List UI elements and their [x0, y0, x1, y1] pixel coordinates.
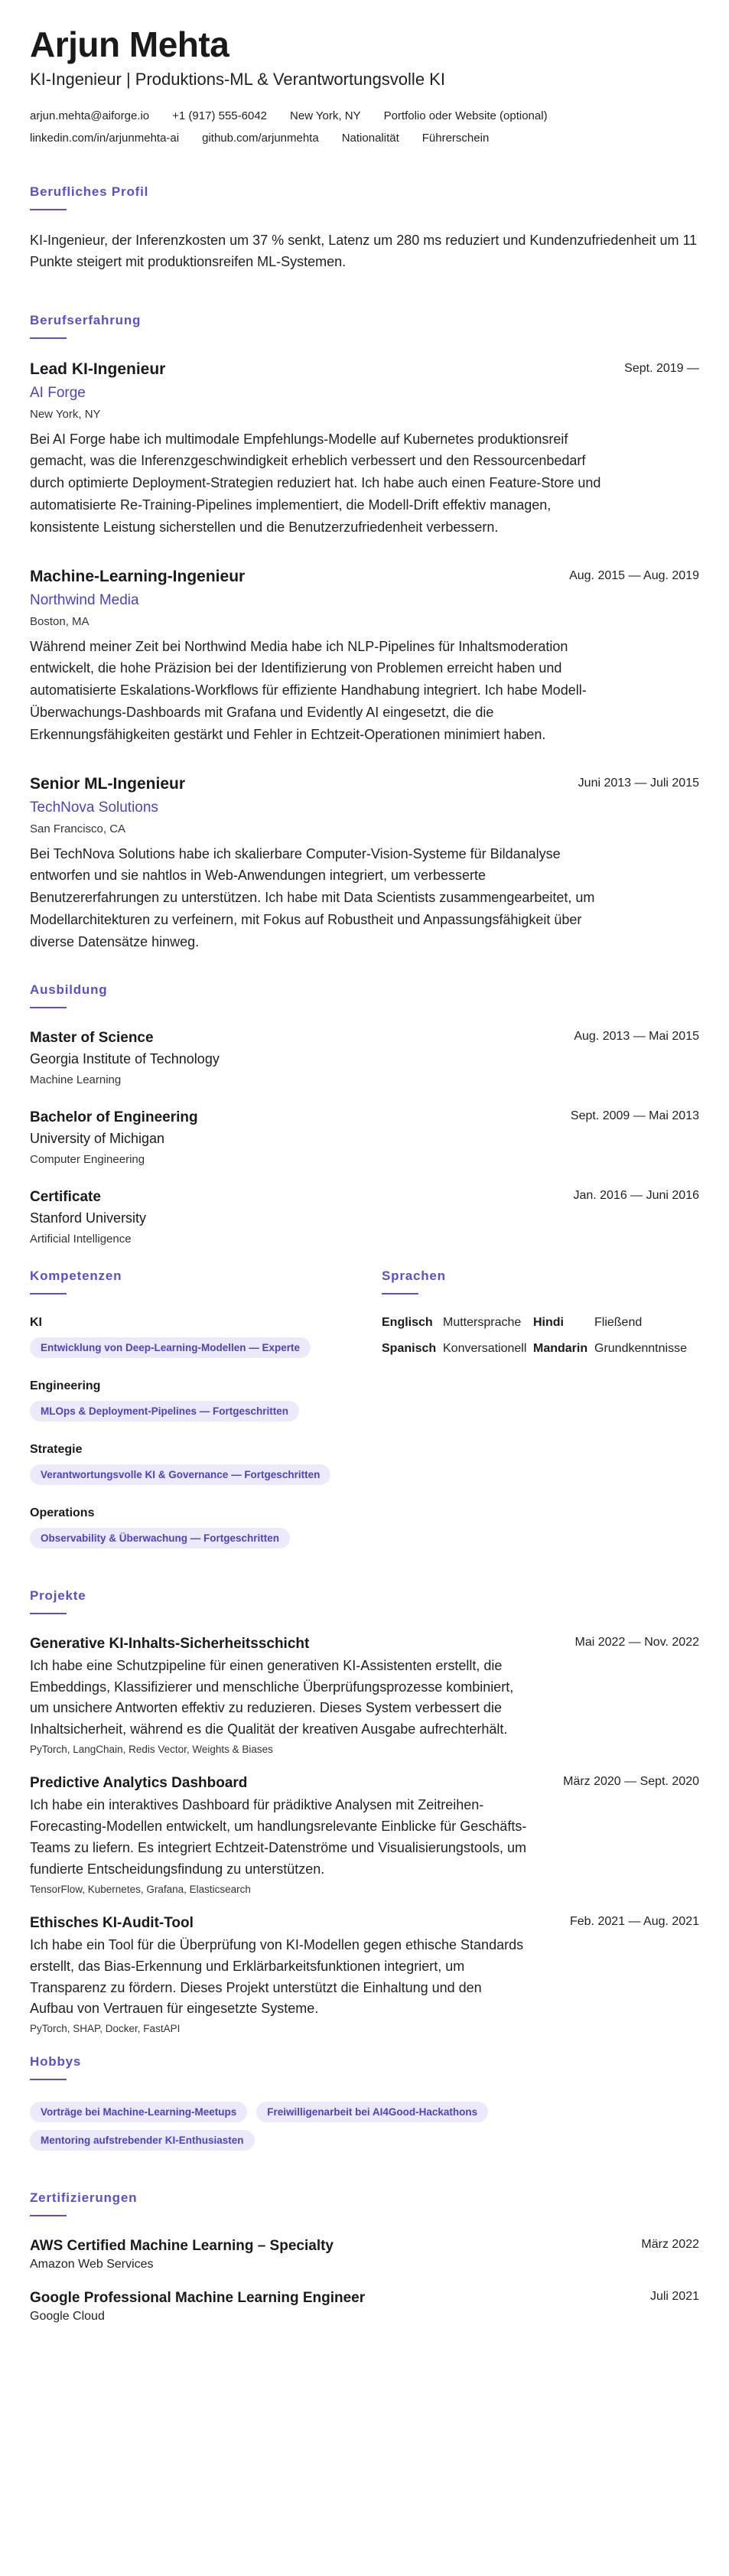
- skill-category-name: Operations: [30, 1506, 95, 1519]
- section-divider: [30, 2215, 67, 2216]
- skill-pill: Entwicklung von Deep-Learning-Modellen — Experte: [30, 1337, 311, 1358]
- contact-email[interactable]: arjun.mehta@aiforge.io: [30, 109, 150, 122]
- edu-field: Computer Engineering: [30, 1152, 145, 1166]
- project-description: Ich habe eine Schutzpipeline für einen generativen KI-Assistenten erstellt, die Embeddings, Klassifizierer und menschliche Überprüfungsprozesse kombiniert, um unsichere Antworten effektiv zu reduzieren. Dieses System verbessert die Inhaltsicherheit, während es die Qualität der kreativen Ausgabe aufrechterhält.: [30, 1657, 514, 1737]
- language-level: Muttersprache: [443, 1315, 522, 1329]
- edu-dates: Jan. 2016 — Juni 2016: [573, 1188, 699, 1202]
- section-title: Projekte: [30, 1588, 86, 1603]
- candidate-name: Arjun Mehta: [30, 24, 229, 64]
- edu-degree: Bachelor of Engineering: [30, 1109, 198, 1125]
- job-location: San Francisco, CA: [30, 822, 126, 835]
- job-dates: Juni 2013 — Juli 2015: [578, 776, 699, 790]
- edu-field: Artificial Intelligence: [30, 1232, 132, 1246]
- resume-header: [30, 24, 699, 145]
- project-entry: [30, 1775, 699, 1895]
- edu-school: Stanford University: [30, 1210, 147, 1226]
- job-company: Northwind Media: [30, 591, 139, 608]
- section-divider: [30, 1293, 67, 1295]
- skill-category: [30, 1443, 382, 1485]
- experience-section: [30, 313, 699, 953]
- project-tech: TensorFlow, Kubernetes, Grafana, Elasticsearch: [30, 1883, 251, 1895]
- job-entry: [30, 775, 699, 953]
- project-title: Ethisches KI-Audit-Tool: [30, 1914, 194, 1931]
- languages-list: [382, 1316, 699, 1356]
- cert-date: Juli 2021: [649, 2290, 699, 2304]
- skill-category-name: KI: [30, 1315, 42, 1329]
- contact-github[interactable]: github.com/arjunmehta: [202, 131, 319, 145]
- language-name: Spanisch: [382, 1341, 437, 1355]
- profile-summary: KI-Ingenieur, der Inferenzkosten um 37 % senkt, Latenz um 280 ms reduziert und Kundenzufriedenheit um 11 Punkte steigert mit produktionsreifen ML-Systemen.: [30, 232, 698, 269]
- hobby-list: [30, 2102, 565, 2151]
- job-dates: Sept. 2019 —: [624, 361, 699, 375]
- skill-category: [30, 1506, 382, 1549]
- job-list: [30, 360, 699, 953]
- contact-portfolio[interactable]: Portfolio oder Website (optional): [383, 109, 548, 122]
- project-description: Ich habe ein Tool für die Überprüfung von KI-Modellen gegen ethische Standards erstellt, das Bias-Erkennung und Erklärbarkeitsfunktionen integriert, um Transparenz zu fördern. Dieses Projekt unterstützt die Einhaltung und den Aufbau von Vertrauen für eingesetzte Systeme.: [30, 1936, 524, 2017]
- contact-list: [30, 109, 699, 145]
- edu-dates: Aug. 2013 — Mai 2015: [574, 1029, 699, 1043]
- skills-section: [30, 1268, 382, 1549]
- certification-entry: [30, 2238, 699, 2272]
- edu-school: University of Michigan: [30, 1130, 165, 1146]
- projects-section: [30, 1588, 699, 2035]
- project-entry: [30, 1636, 699, 1756]
- section-title: Berufliches Profil: [30, 184, 149, 199]
- education-list: [30, 1030, 699, 1246]
- edu-field: Machine Learning: [30, 1073, 122, 1086]
- edu-school: Georgia Institute of Technology: [30, 1050, 220, 1067]
- job-company: AI Forge: [30, 384, 86, 401]
- project-dates: März 2020 — Sept. 2020: [563, 1775, 699, 1789]
- languages-section: [382, 1268, 699, 1549]
- edu-dates: Sept. 2009 — Mai 2013: [570, 1109, 699, 1122]
- education-section: [30, 982, 699, 1246]
- skill-category-name: Engineering: [30, 1379, 101, 1392]
- project-list: [30, 1636, 699, 2035]
- project-description: Ich habe ein interaktives Dashboard für prädiktive Analysen mit Zeitreihen-Forecasting-Modellen entwickelt, um handlungsrelevante Einblicke für Geschäfts-Teams zu liefern. Es integriert Echtzeit-Datenströme und Visualisierungstools, um fundierte Entscheidungsfindung zu unterstützen.: [30, 1797, 527, 1877]
- skills-languages-row: [30, 1268, 699, 1549]
- hobby-pill: Mentoring aufstrebender KI-Enthusiasten: [30, 2130, 255, 2151]
- education-entry: [30, 1189, 699, 1246]
- candidate-headline: KI-Ingenieur | Produktions-ML & Verantwortungsvolle KI: [30, 69, 445, 89]
- contact-nationality: Nationalität: [341, 131, 399, 145]
- certification-list: [30, 2238, 699, 2324]
- job-title: Lead KI-Ingenieur: [30, 360, 166, 378]
- job-entry: [30, 568, 699, 746]
- cert-name: AWS Certified Machine Learning – Specialty: [30, 2238, 334, 2255]
- cert-name: Google Professional Machine Learning Engineer: [30, 2290, 366, 2307]
- language-level: Fließend: [594, 1315, 643, 1329]
- skill-pill: MLOps & Deployment-Pipelines — Fortgeschritten: [30, 1401, 299, 1422]
- project-tech: PyTorch, LangChain, Redis Vector, Weights & Biases: [30, 1744, 273, 1756]
- cert-issuer: Amazon Web Services: [30, 2258, 154, 2272]
- edu-degree: Certificate: [30, 1188, 101, 1205]
- skills-list: [30, 1316, 382, 1549]
- section-divider: [30, 2079, 67, 2080]
- cert-issuer: Google Cloud: [30, 2310, 105, 2324]
- job-location: New York, NY: [30, 407, 101, 421]
- job-location: Boston, MA: [30, 614, 89, 628]
- skill-category: [30, 1379, 382, 1422]
- section-title: Berufserfahrung: [30, 312, 142, 327]
- language-name: Englisch: [382, 1315, 433, 1329]
- job-description: Bei AI Forge habe ich multimodale Empfehlungs-Modelle auf Kubernetes produktionsreif gemacht, was die Inferenzgeschwindigkeit erheblich verbessert und den Ressourcenbedarf durch optimierte Deployment-Strategien reduziert hat. Ich habe auch einen Feature-Store und automatisierte Re-Training-Pipelines implementiert, die Modell-Drift effektiv managen, konsistente Leistung sicherstellen und die Benutzerzufriedenheit verbessern.: [30, 431, 601, 535]
- skill-pill: Observability & Überwachung — Fortgeschritten: [30, 1528, 290, 1549]
- skill-category: [30, 1316, 382, 1358]
- certifications-section: [30, 2190, 699, 2324]
- project-entry: [30, 1915, 699, 2035]
- language-name: Mandarin: [533, 1341, 588, 1355]
- language-name: Hindi: [533, 1315, 564, 1329]
- language-level: Konversationell: [443, 1341, 527, 1355]
- job-company: TechNova Solutions: [30, 799, 158, 816]
- section-title: Zertifizierungen: [30, 2190, 138, 2206]
- skill-pill: Verantwortungsvolle KI & Governance — Fortgeschritten: [30, 1464, 330, 1485]
- language-level: Grundkenntnisse: [594, 1341, 687, 1355]
- section-divider: [30, 209, 67, 210]
- job-title: Senior ML-Ingenieur: [30, 774, 186, 793]
- section-title: Hobbys: [30, 2054, 82, 2070]
- section-divider: [30, 337, 67, 339]
- project-dates: Mai 2022 — Nov. 2022: [574, 1635, 699, 1649]
- education-entry: [30, 1109, 699, 1166]
- contact-linkedin[interactable]: linkedin.com/in/arjunmehta-ai: [30, 131, 180, 145]
- section-title: Sprachen: [382, 1268, 446, 1283]
- job-description: Bei TechNova Solutions habe ich skalierbare Computer-Vision-Systeme für Bildanalyse entworfen und sie nahtlos in Web-Anwendungen integriert, um verbesserte Benutzererfahrungen zu unterstützen. Ich habe mit Data Scientists zusammengearbeitet, um Modellarchitekturen zu verfeinern, mit Fokus auf Robustheit und Anpassungsfähigkeit über diverse Datensätze hinweg.: [30, 845, 595, 949]
- section-title: Kompetenzen: [30, 1268, 122, 1283]
- project-title: Predictive Analytics Dashboard: [30, 1775, 248, 1792]
- contact-location: New York, NY: [290, 109, 361, 122]
- cert-date: März 2022: [641, 2238, 699, 2252]
- skill-category-name: Strategie: [30, 1442, 83, 1456]
- hobby-pill: Freiwilligenarbeit bei AI4Good-Hackathons: [256, 2102, 488, 2122]
- section-divider: [382, 1293, 418, 1295]
- project-dates: Feb. 2021 — Aug. 2021: [569, 1914, 699, 1928]
- job-title: Machine-Learning-Ingenieur: [30, 567, 246, 585]
- job-entry: [30, 360, 699, 539]
- contact-phone[interactable]: +1 (917) 555-6042: [172, 109, 268, 122]
- job-description: Während meiner Zeit bei Northwind Media habe ich NLP-Pipelines für Inhaltsmoderation entwickelt, die hohe Präzision bei der Identifizierung von Problemen erreicht haben und automatisierte Eskalations-Workflows für effiziente Handhabung integriert. Ich habe Modell-Überwachungs-Dashboards mit Grafana und Evidently AI eingesetzt, die die Erkennungsfähigkeiten gestärkt und Fehler in Echtzeit-Operationen minimiert haben.: [30, 638, 587, 742]
- job-dates: Aug. 2015 — Aug. 2019: [569, 568, 699, 582]
- project-title: Generative KI-Inhalts-Sicherheitsschicht: [30, 1635, 310, 1652]
- hobbies-section: [30, 2054, 699, 2151]
- contact-license: Führerschein: [421, 131, 490, 145]
- edu-degree: Master of Science: [30, 1029, 154, 1046]
- section-title: Ausbildung: [30, 982, 108, 997]
- section-divider: [30, 1007, 67, 1008]
- hobby-pill: Vorträge bei Machine-Learning-Meetups: [30, 2102, 247, 2122]
- section-divider: [30, 1613, 67, 1614]
- profile-section: [30, 184, 699, 273]
- project-tech: PyTorch, SHAP, Docker, FastAPI: [30, 2023, 181, 2035]
- certification-entry: [30, 2290, 699, 2324]
- education-entry: [30, 1030, 699, 1086]
